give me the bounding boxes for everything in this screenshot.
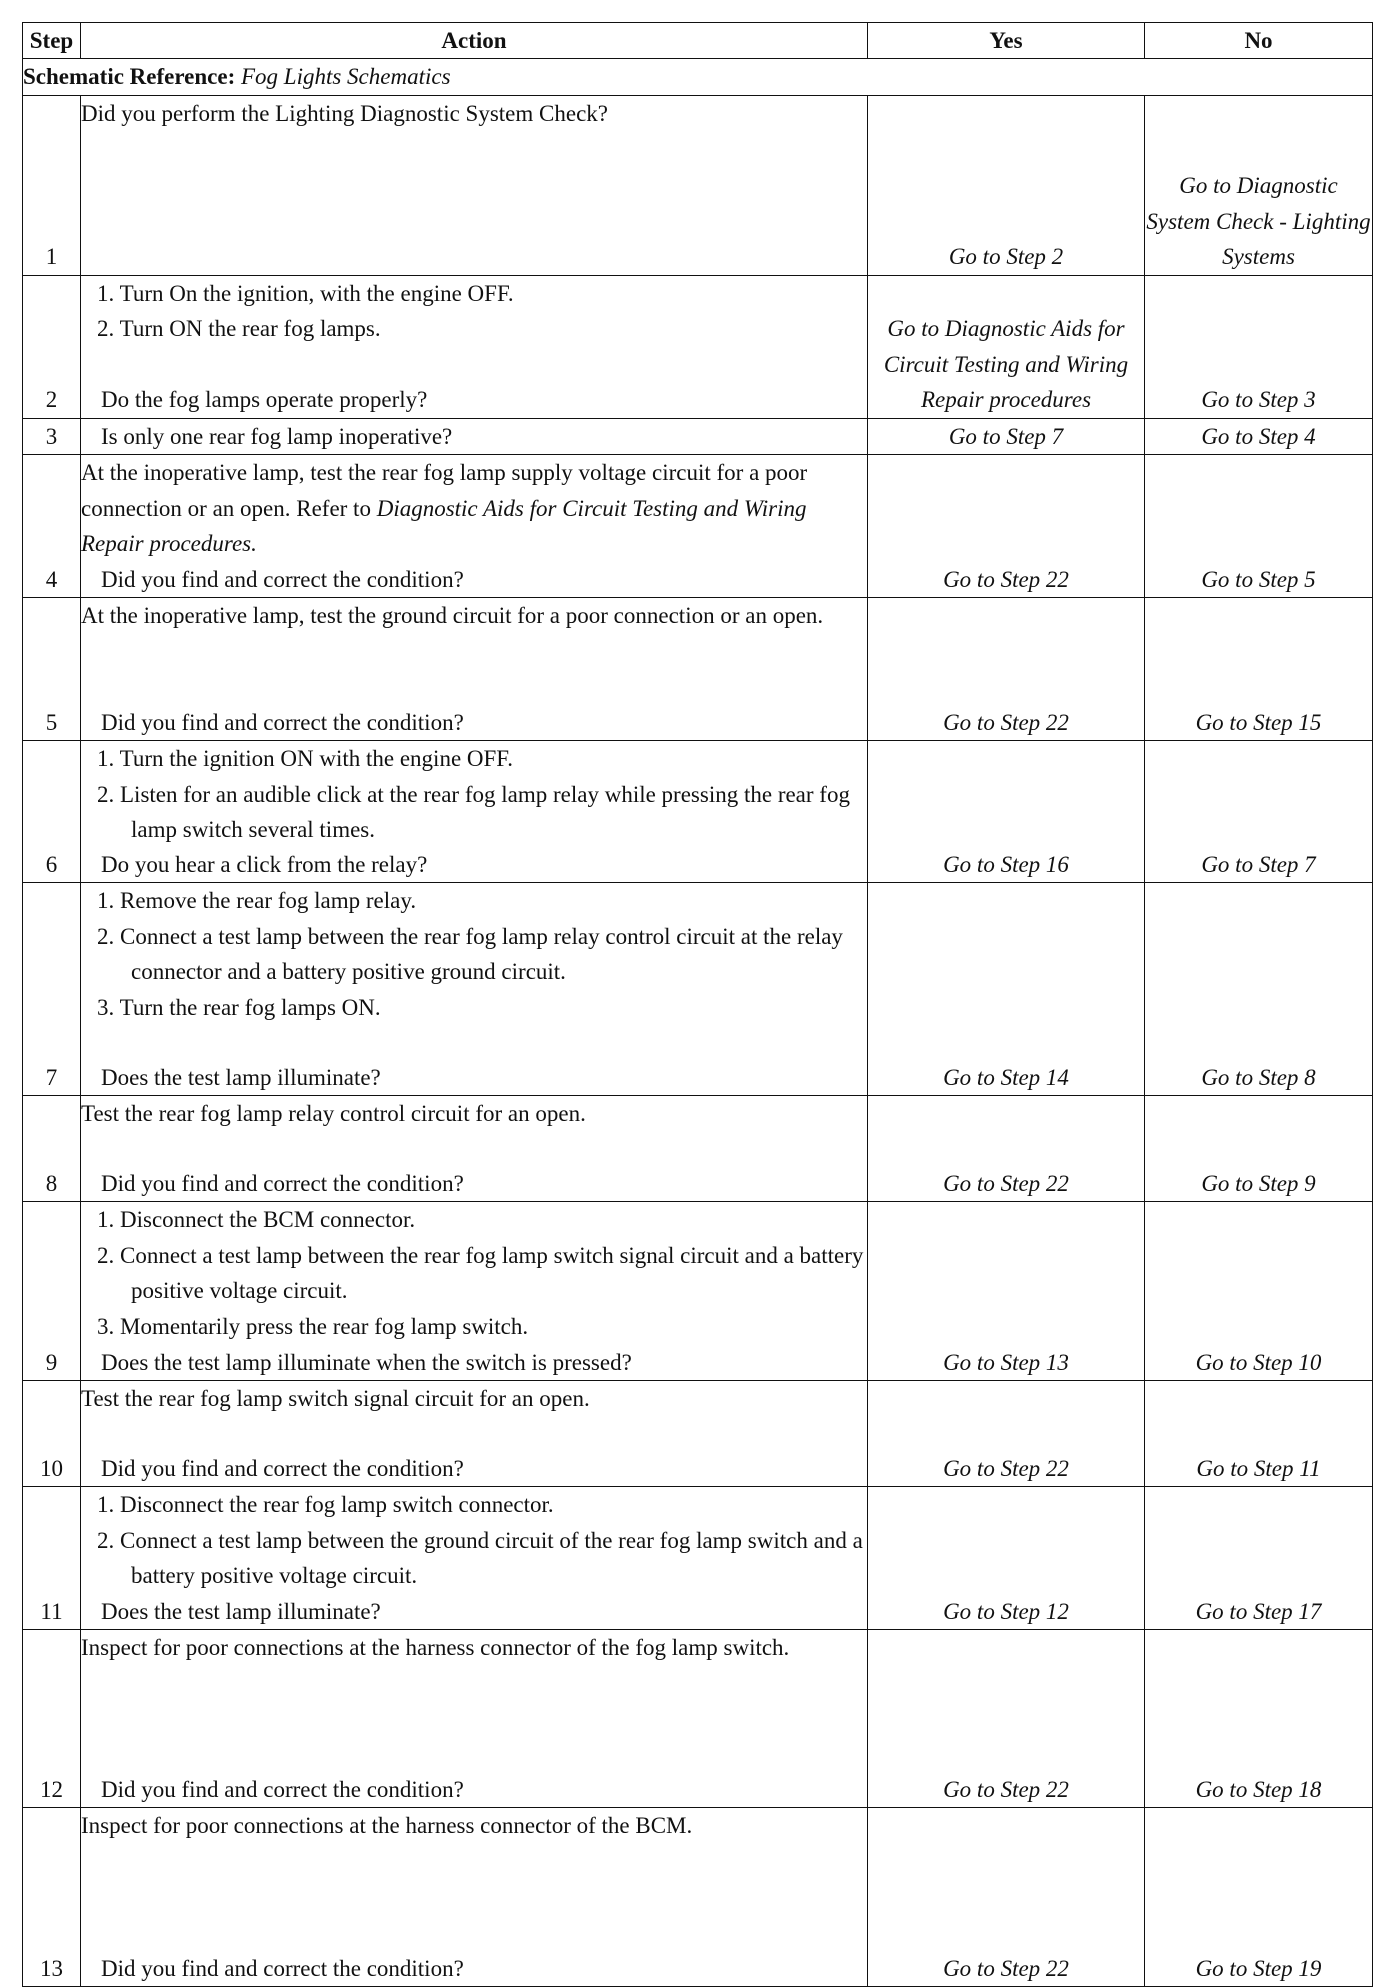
action-text-main: Inspect for poor connections at the harness connector of the BCM. [81,1813,693,1838]
action-question: Do you hear a click from the relay? [101,851,428,877]
no-cell: Go to Step 15 [1145,598,1373,741]
no-cell: Go to Step 17 [1145,1487,1373,1630]
action-question: Do the fog lamps operate properly? [101,387,428,412]
yes-cell: Go to Step 22 [868,1808,1145,1987]
step-number: 13 [23,1808,81,1987]
action-question: Is only one rear fog lamp inoperative? [101,423,453,449]
no-cell: Go to Step 19 [1145,1808,1373,1987]
action-step-item: 2. Connect a test lamp between the ground circuit of the rear fog lamp switch and a battery positive voltage circuit. [97,1527,863,1588]
schematic-reference-row [23,59,1373,96]
schematic-reference-label: Schematic Reference: [23,64,236,89]
no-cell: Go to Step 4 [1145,418,1373,455]
yes-cell: Go to Step 14 [868,883,1145,1096]
action-question: Did you find and correct the condition? [101,1170,464,1196]
action-step-item: 3. Momentarily press the rear fog lamp switch. [97,1313,529,1339]
schematic-reference-value: Fog Lights Schematics [240,64,451,89]
action-cell [81,95,868,275]
step-number: 8 [23,1096,81,1202]
no-cell: Go to Step 8 [1145,883,1373,1096]
step-number: 5 [23,598,81,741]
no-cell: Go to Step 10 [1145,1202,1373,1381]
header-step: Step [23,23,81,59]
table-row [23,1487,1373,1630]
yes-cell: Go to Step 7 [868,418,1145,455]
action-text [81,1381,867,1417]
yes-cell: Go to Step 22 [868,455,1145,598]
action-text-main: Test the rear fog lamp relay control circuit for an open. [81,1101,586,1126]
no-cell: Go to Step 9 [1145,1096,1373,1202]
action-step-item: 2. Connect a test lamp between the rear fog lamp relay control circuit at the relay connector and a battery positive ground circuit. [97,923,843,984]
no-cell: Go to Step 3 [1145,275,1373,418]
yes-cell: Go to Step 16 [868,741,1145,883]
spacer [81,131,867,238]
yes-cell: Go to Step 22 [868,1096,1145,1202]
action-cell [81,1487,868,1630]
header-action: Action [81,23,868,59]
table-row [23,275,1373,418]
yes-cell: Go to Diagnostic Aids for Circuit Testing and Wiring Repair procedures [868,275,1145,418]
action-text [81,1096,867,1132]
action-question: Does the test lamp illuminate when the switch is pressed? [101,1349,632,1375]
action-cell [81,275,868,418]
action-question: Did you find and correct the condition? [101,566,464,592]
action-step-item: 1. Disconnect the BCM connector. [97,1207,416,1232]
action-text: Did you perform the Lighting Diagnostic System Check? [81,100,608,126]
header-row [23,23,1373,59]
action-cell [81,1381,868,1487]
action-step-item: 2. Listen for an audible click at the rear fog lamp relay while pressing the rear fog lamp switch several times. [97,781,850,842]
action-text-main: Test the rear fog lamp switch signal circuit for an open. [81,1386,590,1411]
step-number: 9 [23,1202,81,1381]
step-number: 2 [23,275,81,418]
header-yes: Yes [868,23,1145,59]
yes-cell: Go to Step 22 [868,1381,1145,1487]
table-row [23,1381,1373,1487]
action-step-item: 1. Turn On the ignition, with the engine OFF. [97,280,514,306]
step-number: 10 [23,1381,81,1487]
table-row [23,1808,1373,1987]
action-text-main: At the inoperative lamp, test the rear fog lamp supply voltage circuit for a poor connection or an open. Refer to [81,460,808,521]
action-question: Does the test lamp illuminate? [101,1598,381,1624]
schematic-reference [23,59,1373,96]
header-no: No [1145,23,1373,59]
action-cell [81,741,868,883]
action-cell [81,455,868,598]
no-cell: Go to Diagnostic System Check - Lighting Systems [1145,95,1373,275]
table-row [23,598,1373,741]
action-question: Did you find and correct the condition? [101,1776,464,1802]
action-text [81,1808,867,1844]
step-number: 7 [23,883,81,1096]
table-row [23,455,1373,598]
action-step-item: 2. Turn ON the rear fog lamps. [97,316,381,341]
step-number: 12 [23,1630,81,1808]
no-cell: Go to Step 18 [1145,1630,1373,1808]
yes-cell: Go to Step 22 [868,1630,1145,1808]
action-cell [81,883,868,1096]
step-number: 4 [23,455,81,598]
no-cell: Go to Step 5 [1145,455,1373,598]
action-step-item: 1. Turn the ignition ON with the engine OFF. [97,746,514,771]
action-step-item: 2. Connect a test lamp between the rear fog lamp switch signal circuit and a battery positive voltage circuit. [97,1242,864,1303]
action-cell [81,1096,868,1202]
action-cell [81,598,868,741]
action-question: Did you find and correct the condition? [101,1455,464,1481]
action-text-main: Inspect for poor connections at the harness connector of the fog lamp switch. [81,1635,790,1660]
yes-cell: Go to Step 12 [868,1487,1145,1630]
table-row [23,883,1373,1096]
step-number: 1 [23,95,81,275]
action-text-main: At the inoperative lamp, test the ground circuit for a poor connection or an open. [81,603,824,628]
action-cell [81,1202,868,1381]
step-number: 6 [23,741,81,883]
diagnostic-table [22,22,1373,1987]
action-question: Did you find and correct the condition? [101,1955,464,1981]
table-row [23,741,1373,883]
action-step-item: 3. Turn the rear fog lamps ON. [97,994,381,1020]
yes-cell: Go to Step 13 [868,1202,1145,1381]
action-text [81,1630,867,1666]
action-text [81,598,867,634]
action-text-reference: Diagnostic Aids for Circuit Testing and Wiring Repair procedures. [81,495,807,556]
table-row [23,1202,1373,1381]
no-cell: Go to Step 7 [1145,741,1373,883]
yes-cell: Go to Step 2 [868,95,1145,275]
action-step-item: 1. Remove the rear fog lamp relay. [97,888,417,913]
no-cell: Go to Step 11 [1145,1381,1373,1487]
action-cell [81,418,868,455]
action-question: Did you find and correct the condition? [101,709,464,735]
action-step-item: 1. Disconnect the rear fog lamp switch connector. [97,1492,554,1517]
table-row [23,1096,1373,1202]
action-cell [81,1630,868,1808]
action-cell [81,1808,868,1987]
step-number: 3 [23,418,81,455]
table-row [23,95,1373,275]
table-row [23,418,1373,455]
table-row [23,1630,1373,1808]
action-text [81,455,867,562]
action-question: Does the test lamp illuminate? [101,1064,381,1090]
yes-cell: Go to Step 22 [868,598,1145,741]
step-number: 11 [23,1487,81,1630]
